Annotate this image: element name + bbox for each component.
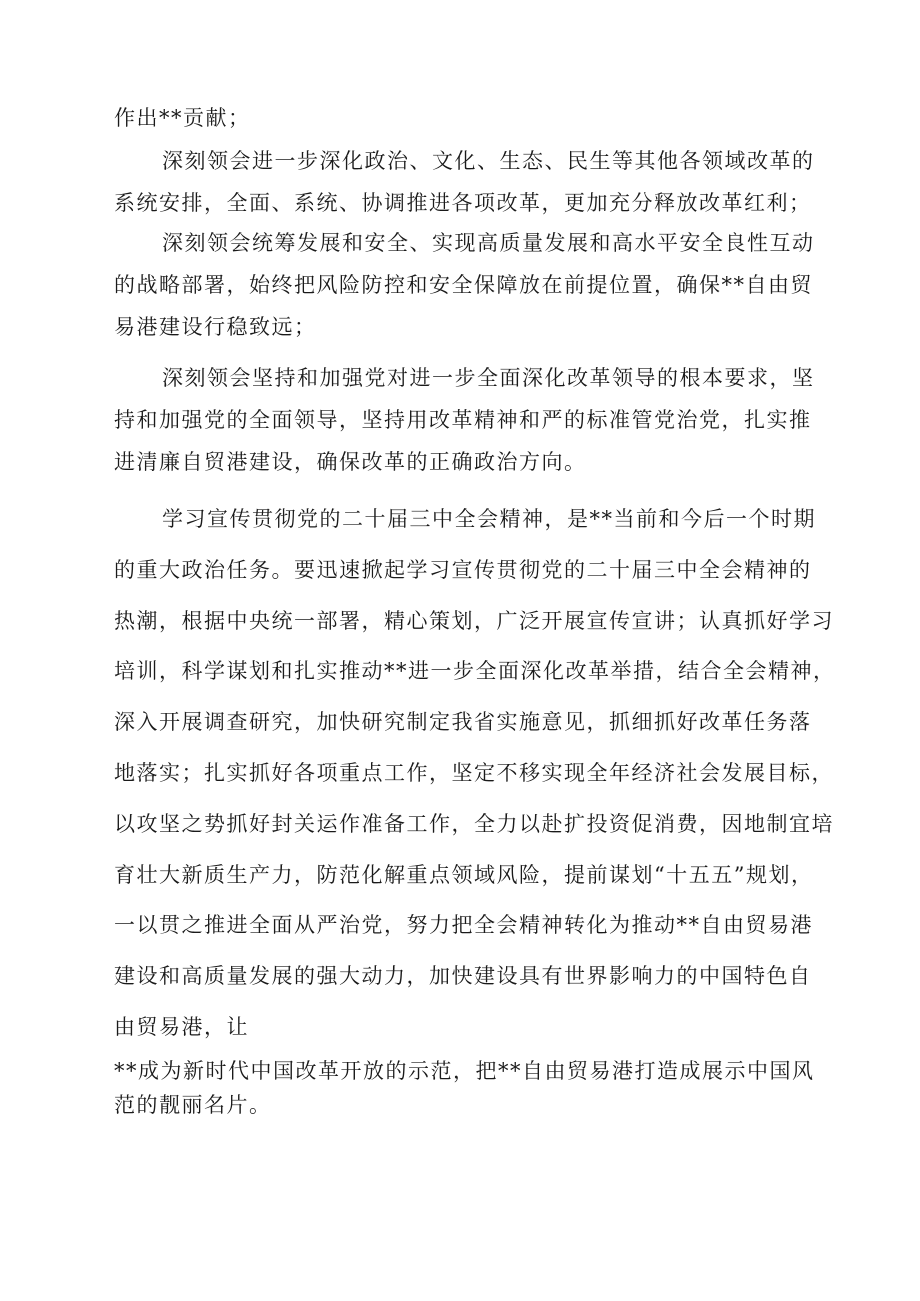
paragraph-2: 深刻领会进一步深化政治、文化、生态、民生等其他各领域改革的 系统安排，全面、系统、协调推进各项改革，更加充分释放改革红利； — [114, 149, 815, 215]
paragraph-3: 深刻领会统筹发展和安全、实现高质量发展和高水平安全良性互动 的战略部署，始终把风险防控和安全保障放在前提位置，确保**自由贸 易港建设行稳致远； — [114, 231, 815, 339]
paragraph-4: 深刻领会坚持和加强党对进一步全面深化改革领导的根本要求，坚 持和加强党的全面领导，坚持用改革精神和严的标准管党治党，扎实推 进清廉自贸港建设，确保改革的正确政治方向。 — [114, 366, 815, 474]
paragraph-1: 作出**贡献； — [114, 106, 251, 130]
paragraph-6: **成为新时代中国改革开放的示范，把**自由贸易港打造成展示中国风 范的靓丽名片。 — [114, 1059, 815, 1117]
paragraph-5: 学习宣传贯彻党的二十届三中全会精神，是**当前和今后一个时期 的重大政治任务。要迅速掀起学习宣传贯彻党的二十届三中全会精神的 热潮，根据中央统一部署，精心策划，广泛开展宣传宣讲；认真抓好学习 培训，科学谋划和扎实推动**进一步全面深化改革举措，结合全会精神， 深入开展调查研究，加快研究制定我省实施意见，抓细抓好改革任务落 地落实；扎实抓好各项重点工作，坚定不移实现全年经济社会发展目标， 以攻坚之势抓好封关运作准备工作，全力以赴扩投资促消费，因地制宜培 育壮大新质生产力，防范化解重点领域风险，提前谋划“十五五”规划， 一以贯之推进全面从严治党，努力把全会精神转化为推动**自由贸易港 建设和高质量发展的强大动力，加快建设具有世界影响力的中国特色自 由贸易港，让 — [114, 507, 836, 1039]
